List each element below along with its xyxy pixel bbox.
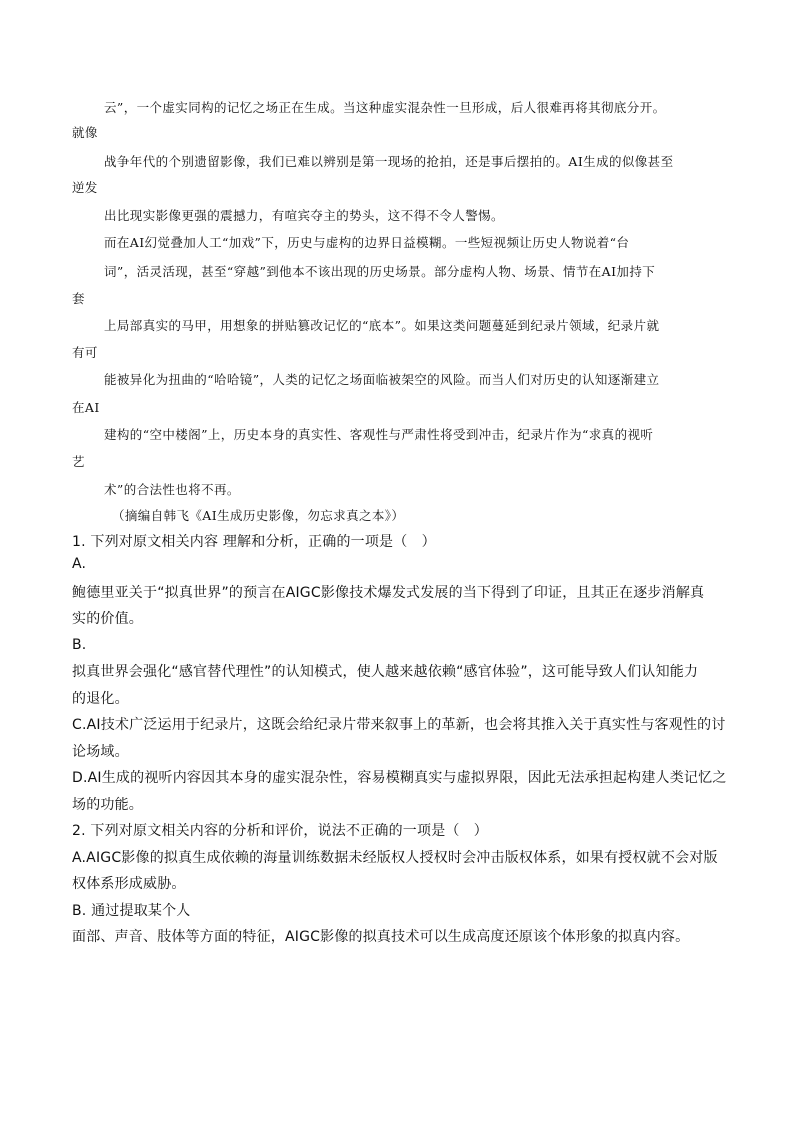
passage-line-3: 战争年代的个别遗留影像，我们已难以辨别是第一现场的抢拍，还是事后摆拍的。AI生成的似像甚至 [104, 154, 674, 169]
question-1-option-a-line-2: 实的价值。 [72, 611, 143, 627]
question-1-option-d-line-2: 场的功能。 [72, 797, 143, 813]
passage-line-1: 云”，一个虚实同构的记忆之场正在生成。当这种虚实混杂性一旦形成，后人很难再将其彻底分开。 [104, 100, 666, 115]
question-1-option-a-line-1: 鲍德里亚关于“拟真世界”的预言在AIGC影像技术爆发式发展的当下得到了印证，且其正在逐步消解真 [72, 585, 705, 601]
passage-line-5: 出比现实影像更强的震撼力，有喧宾夺主的势头，这不得不令人警惕。 [104, 208, 504, 223]
question-2-option-a-line-2: 权体系形成威胁。 [72, 876, 186, 892]
question-2-option-b-line-1: 面部、声音、肢体等方面的特征，AIGC影像的拟真技术可以生成高度还原该个体形象的拟真内容。 [72, 929, 690, 945]
passage-line-12: 在AI [72, 400, 100, 415]
question-1-option-a-label: A. [72, 556, 87, 572]
passage-line-15: 术”的合法性也将不再。 [104, 482, 240, 497]
question-1-option-c-line-2: 论场域。 [72, 744, 129, 760]
passage-line-8: 套 [72, 291, 85, 306]
passage-line-2: 就像 [72, 125, 98, 140]
passage-line-4: 逆发 [72, 180, 98, 195]
question-1-option-c-line-1: C.AI技术广泛运用于纪录片，这既会给纪录片带来叙事上的革新，也会将其推入关于真实性与客观性的讨 [72, 717, 726, 733]
passage-line-10: 有可 [72, 345, 98, 360]
question-2-option-b-label: B. 通过提取某个人 [72, 903, 191, 919]
passage-line-11: 能被异化为扭曲的“哈哈镜”，人类的记忆之场面临被架空的风险。而当人们对历史的认知逐渐建立 [104, 372, 660, 387]
question-1-option-b-line-1: 拟真世界会强化“感官替代理性”的认知模式，使人越来越依赖“感官体验”，这可能导致人们认知能力 [72, 664, 699, 680]
question-1-option-d-line-1: D.AI生成的视听内容因其本身的虚实混杂性，容易模糊真实与虚拟界限，因此无法承担起构建人类记忆之 [72, 770, 727, 786]
passage-line-7: 词”，活灵活现，甚至“穿越”到他本不该出现的历史场景。部分虚构人物、场景、情节在AI加持下 [104, 264, 656, 279]
question-1-stem: 1. 下列对原文相关内容 理解和分析，正确的一项是（ ） [72, 534, 436, 550]
passage-line-6: 而在AI幻觉叠加人工“加戏”下，历史与虚构的边界日益模糊。一些短视频让历史人物说着“台 [104, 235, 630, 250]
question-1-option-b-label: B. [72, 637, 87, 653]
passage-line-9: 上局部真实的马甲，用想象的拼贴篡改记忆的“底本”。如果这类问题蔓延到纪录片领域，纪录片就 [104, 318, 660, 333]
passage-line-14: 艺 [72, 454, 85, 469]
question-1-option-b-line-2: 的退化。 [72, 691, 129, 707]
passage-line-13: 建构的“空中楼阁”上，历史本身的真实性、客观性与严肃性将受到冲击，纪录片作为“求真的视听 [104, 427, 654, 442]
passage-source: （摘编自韩飞《AI生成历史影像，勿忘求真之本》） [112, 508, 405, 523]
question-2-stem: 2. 下列对原文相关内容的分析和评价，说法不正确的一项是（ ） [72, 823, 489, 839]
question-2-option-a-line-1: A.AIGC影像的拟真生成依赖的海量训练数据未经版权人授权时会冲击版权体系，如果有授权就不会对版 [72, 850, 718, 866]
